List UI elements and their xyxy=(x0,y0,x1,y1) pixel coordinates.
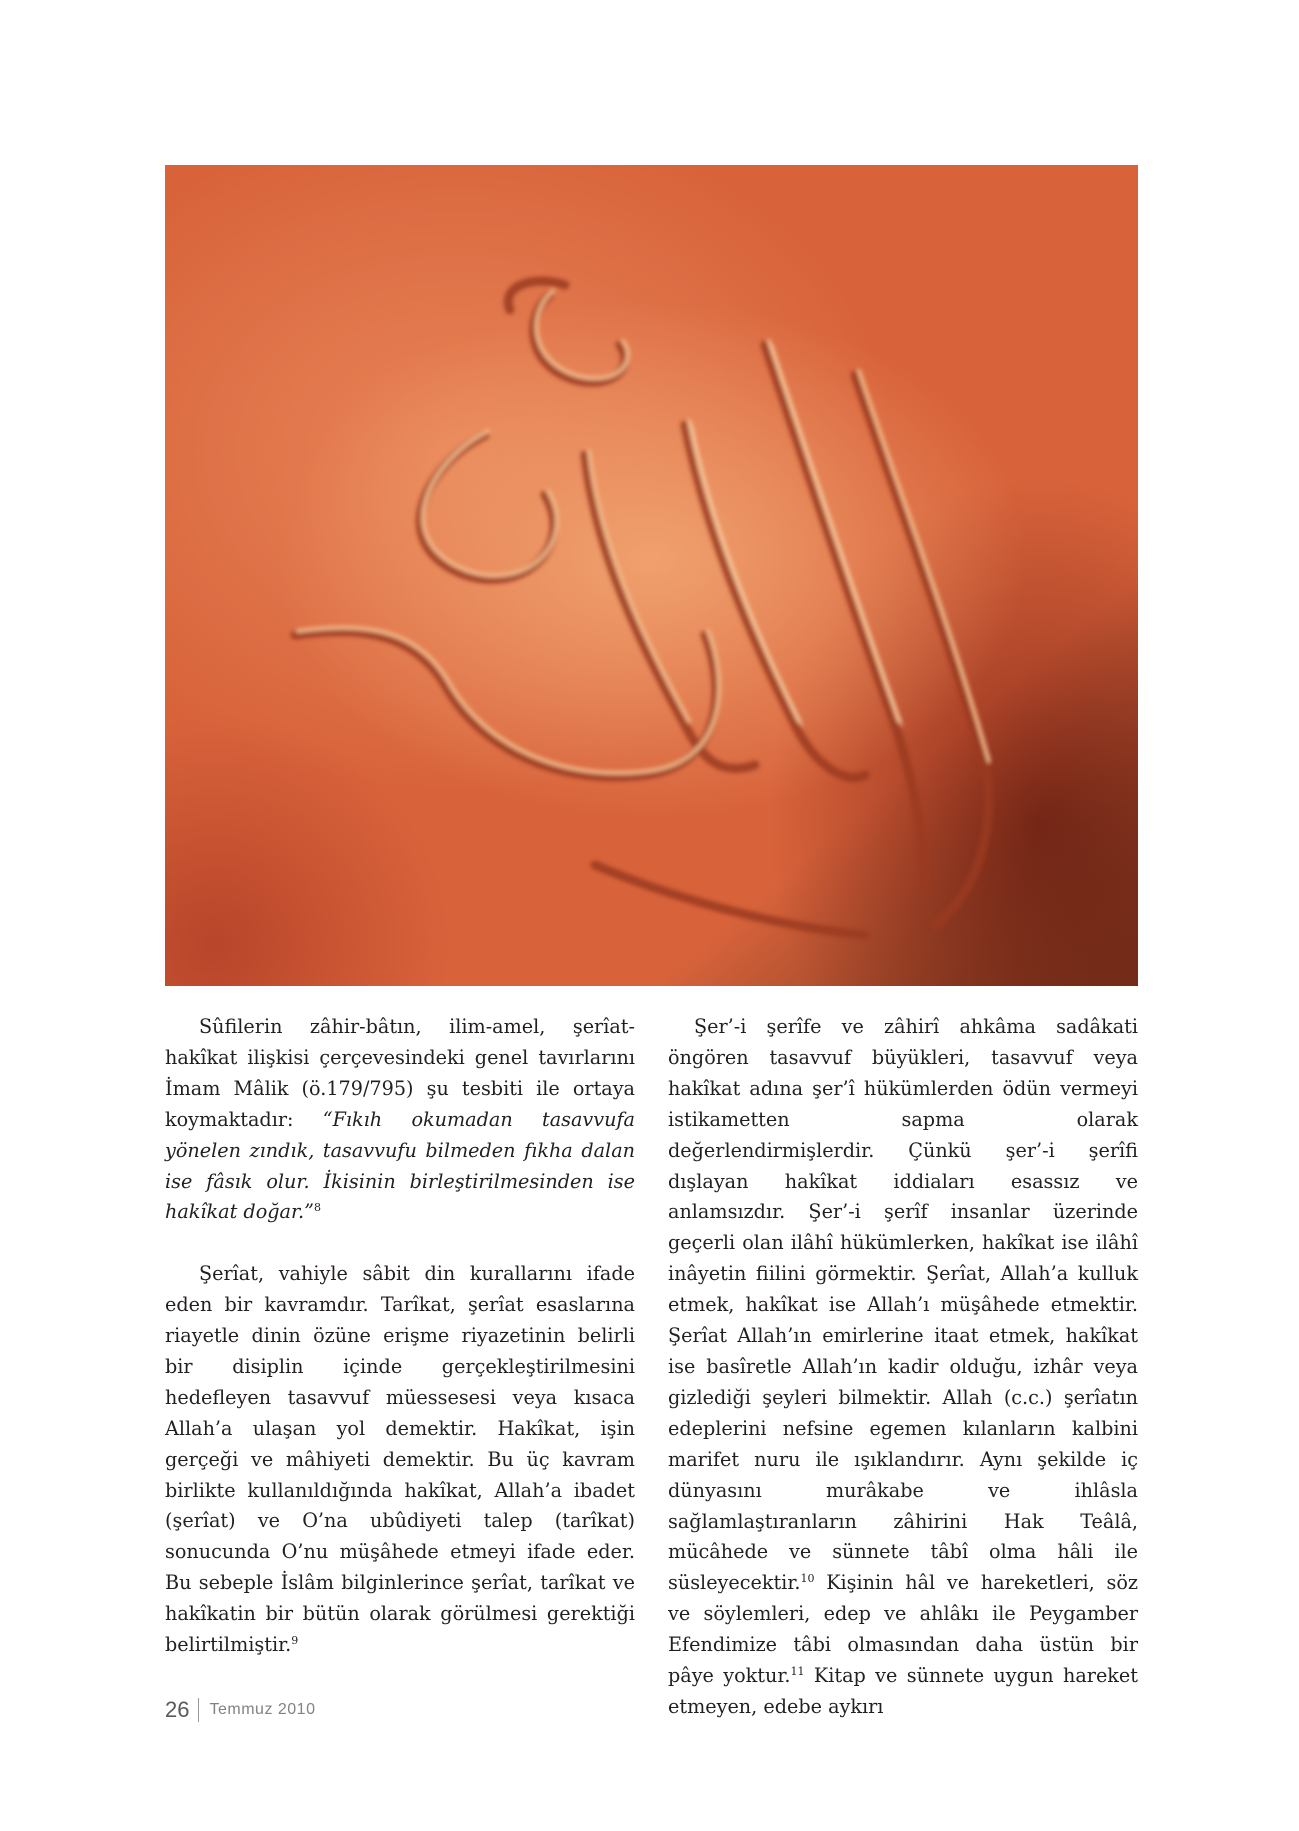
left-paragraph-2 xyxy=(165,1259,635,1661)
right-paragraph-1 xyxy=(668,1012,1138,1723)
left-p2-text: Şerîat, vahiyle sâbit din kurallarını ifade eden bir kavramdır. Tarîkat, şerîat esaslarına riayetle dinin özüne erişme riyazetinin belirli bir disiplin içinde gerçekleştirilmesini hedefleyen tasavvuf müessesesi veya kısaca Allah’a ulaşan yol demektir. Hakîkat, işin gerçeği ve mâhiyeti demektir. Bu üç kavram birlikte kullanıldığında hakîkat, Allah’a ibadet (şerîat) ve O’na ubûdiyeti talep (tarîkat) sonucunda O’nu müşâhede etmeyi ifade eder. Bu sebeple İslâm bilginlerince şerîat, tarîkat ve hakîkatin bir bütün olarak görülmesi gerektiği belirtilmiştir. xyxy=(165,1262,635,1657)
imam-malik-quote: “Fıkıh okumadan tasavvufa yönelen zındık, tasavvufu bilmeden fıkha dalan ise fâsık olur. İkisinin birleştirilmesinden ise hakîkat doğar.” xyxy=(165,1107,635,1224)
footer-divider xyxy=(198,1698,199,1722)
clay-calligraphy-relief-image xyxy=(165,165,1138,986)
left-column xyxy=(165,1012,635,1661)
left-p1-text: Sûfilerin zâhir-bâtın, ilim-amel, şerîat-hakîkat ilişkisi çerçevesindeki genel tavırlarını İmam Mâlik (ö.179/795) şu tesbiti ile ortaya koymaktadır: xyxy=(165,1015,635,1131)
page-footer xyxy=(165,1695,315,1725)
footnote-ref-9: 9 xyxy=(291,1634,299,1648)
footnote-ref-8: 8 xyxy=(313,1201,321,1215)
issue-date: Temmuz 2010 xyxy=(209,1701,316,1718)
page-number: 26 xyxy=(165,1697,190,1722)
right-p1-text-a: Şer’-i şerîfe ve zâhirî ahkâma sadâkati öngören tasavvuf büyükleri, tasavvuf veya hakîkat adına şer’î hükümlerden ödün vermeyi istikametten sapma olarak değerlendirmişlerdir. Çünkü şer’-i şerîfi dışlayan hakîkat iddiaları esassız ve anlamsızdır. Şer’-i şerîf insanlar üzerinde geçerli olan ilâhî hükümlerken, hakîkat ise ilâhî inâyetin fiilini görmektir. Şerîat, Allah’a kulluk etmek, hakîkat ise Allah’ı müşâhede etmektir. Şerîat Allah’ın emirlerine itaat etmek, hakîkat ise basîretle Allah’ın kadir olduğu, izhâr veya gizlediği şeyleri bilmektir. Allah (c.c.) şerîatın edeplerini nefsine egemen kılanların kalbini marifet nuru ile ışıklandırır. Aynı şekilde iç dünyasını murâkabe ve ihlâsla sağlamlaştıranların zâhirini Hak Teâlâ, mücâhede ve sünnete tâbî olma hâli ile süsleyecektir. xyxy=(668,1015,1138,1595)
calligraphy-photo xyxy=(165,165,1138,986)
footnote-ref-10: 10 xyxy=(800,1572,815,1586)
right-p1-text-c: Kitap ve sünnete uygun hareket etmeyen, edebe aykırı xyxy=(668,1664,1138,1718)
footnote-ref-11: 11 xyxy=(790,1665,805,1679)
right-p1-text-b: Kişinin hâl ve hareketleri, söz ve söylemleri, edep ve ahlâkı ile Peygamber Efendimize tâbi olmasından daha üstün bir pâye yoktur. xyxy=(668,1571,1138,1688)
left-paragraph-1 xyxy=(165,1012,635,1228)
right-column xyxy=(668,1012,1138,1723)
